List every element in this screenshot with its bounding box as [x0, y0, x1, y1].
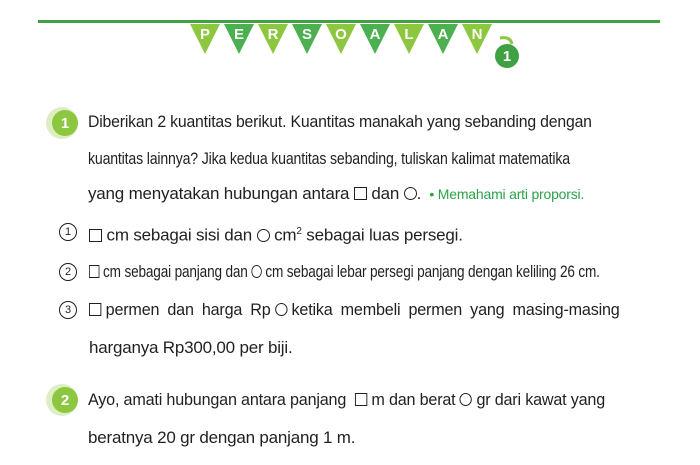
bullet-icon: • — [425, 186, 438, 202]
banner-letter: S — [301, 26, 313, 43]
item-3-marker: 3 — [59, 301, 77, 319]
banner-letter: A — [369, 26, 381, 43]
problem-2-number: 2 — [52, 387, 78, 413]
problem-2-line-1-a: Ayo, amati hubungan antara panjang — [88, 390, 347, 409]
problem-2-line-2: beratnya 20 gr dengan panjang 1 m. — [88, 428, 356, 447]
banner-letter: A — [437, 26, 449, 43]
item-3-before: permen dan harga Rp — [105, 300, 271, 319]
problem-1-line-2: kuantitas lainnya? Jika kedua kuantitas sebanding, tuliskan kalimat matematika — [88, 149, 570, 168]
circle-symbol — [404, 187, 417, 200]
problem-2-line-1-b: m dan berat — [371, 390, 456, 409]
problem-1-line-3-text: yang menyatakan hubungan antara — [88, 184, 350, 203]
problem-1-line-3-mid: dan — [371, 184, 400, 203]
banner-letter: N — [471, 26, 483, 43]
square-symbol — [354, 187, 367, 200]
problem-2-line-1-c: gr dari kawat yang — [476, 390, 605, 409]
circle-symbol — [251, 265, 261, 278]
item-1-middle: cm — [274, 225, 297, 245]
item-3-after: ketika membeli permen yang masing-masing — [291, 300, 620, 319]
item-3-text — [89, 300, 620, 320]
problem-1-line-1: Diberikan 2 kuantitas berikut. Kuantitas manakah yang sebanding dengan — [88, 112, 592, 131]
item-2-after: cm sebagai lebar persegi panjang dengan keliling 26 cm. — [265, 262, 600, 281]
circle-symbol — [460, 393, 472, 406]
item-1-text — [89, 222, 463, 246]
problem-2-line-1 — [88, 390, 605, 410]
item-2-text — [89, 262, 600, 282]
banner-badge — [495, 38, 519, 68]
item-1-marker: 1 — [59, 223, 77, 241]
item-1-before: cm sebagai sisi dan — [106, 225, 253, 245]
item-2-marker: 2 — [59, 263, 77, 281]
circle-symbol — [257, 229, 270, 242]
item-1-superscript: 2 — [296, 226, 302, 237]
square-symbol — [89, 303, 101, 316]
persoalan-banner — [0, 0, 700, 80]
skill-note: Memahami arti proporsi. — [437, 186, 585, 202]
banner-letter: O — [335, 26, 347, 43]
banner-letter: E — [233, 26, 245, 43]
square-symbol — [355, 393, 367, 406]
circle-symbol — [275, 303, 287, 316]
item-1-after: sebagai luas persegi. — [306, 225, 463, 245]
banner-letter: R — [267, 26, 279, 43]
square-symbol — [89, 229, 102, 242]
problem-1-number: 1 — [52, 110, 78, 136]
square-symbol — [89, 265, 99, 278]
item-3-continuation: harganya Rp300,00 per biji. — [89, 338, 293, 357]
item-2-before: cm sebagai panjang dan — [103, 262, 248, 281]
problem-1-line-3: yang menyatakan hubungan antara dan . • Memahami arti proporsi. — [88, 184, 585, 203]
banner-letter: P — [199, 26, 211, 43]
banner-letter: L — [404, 26, 414, 43]
banner-badge-number: 1 — [502, 48, 512, 65]
